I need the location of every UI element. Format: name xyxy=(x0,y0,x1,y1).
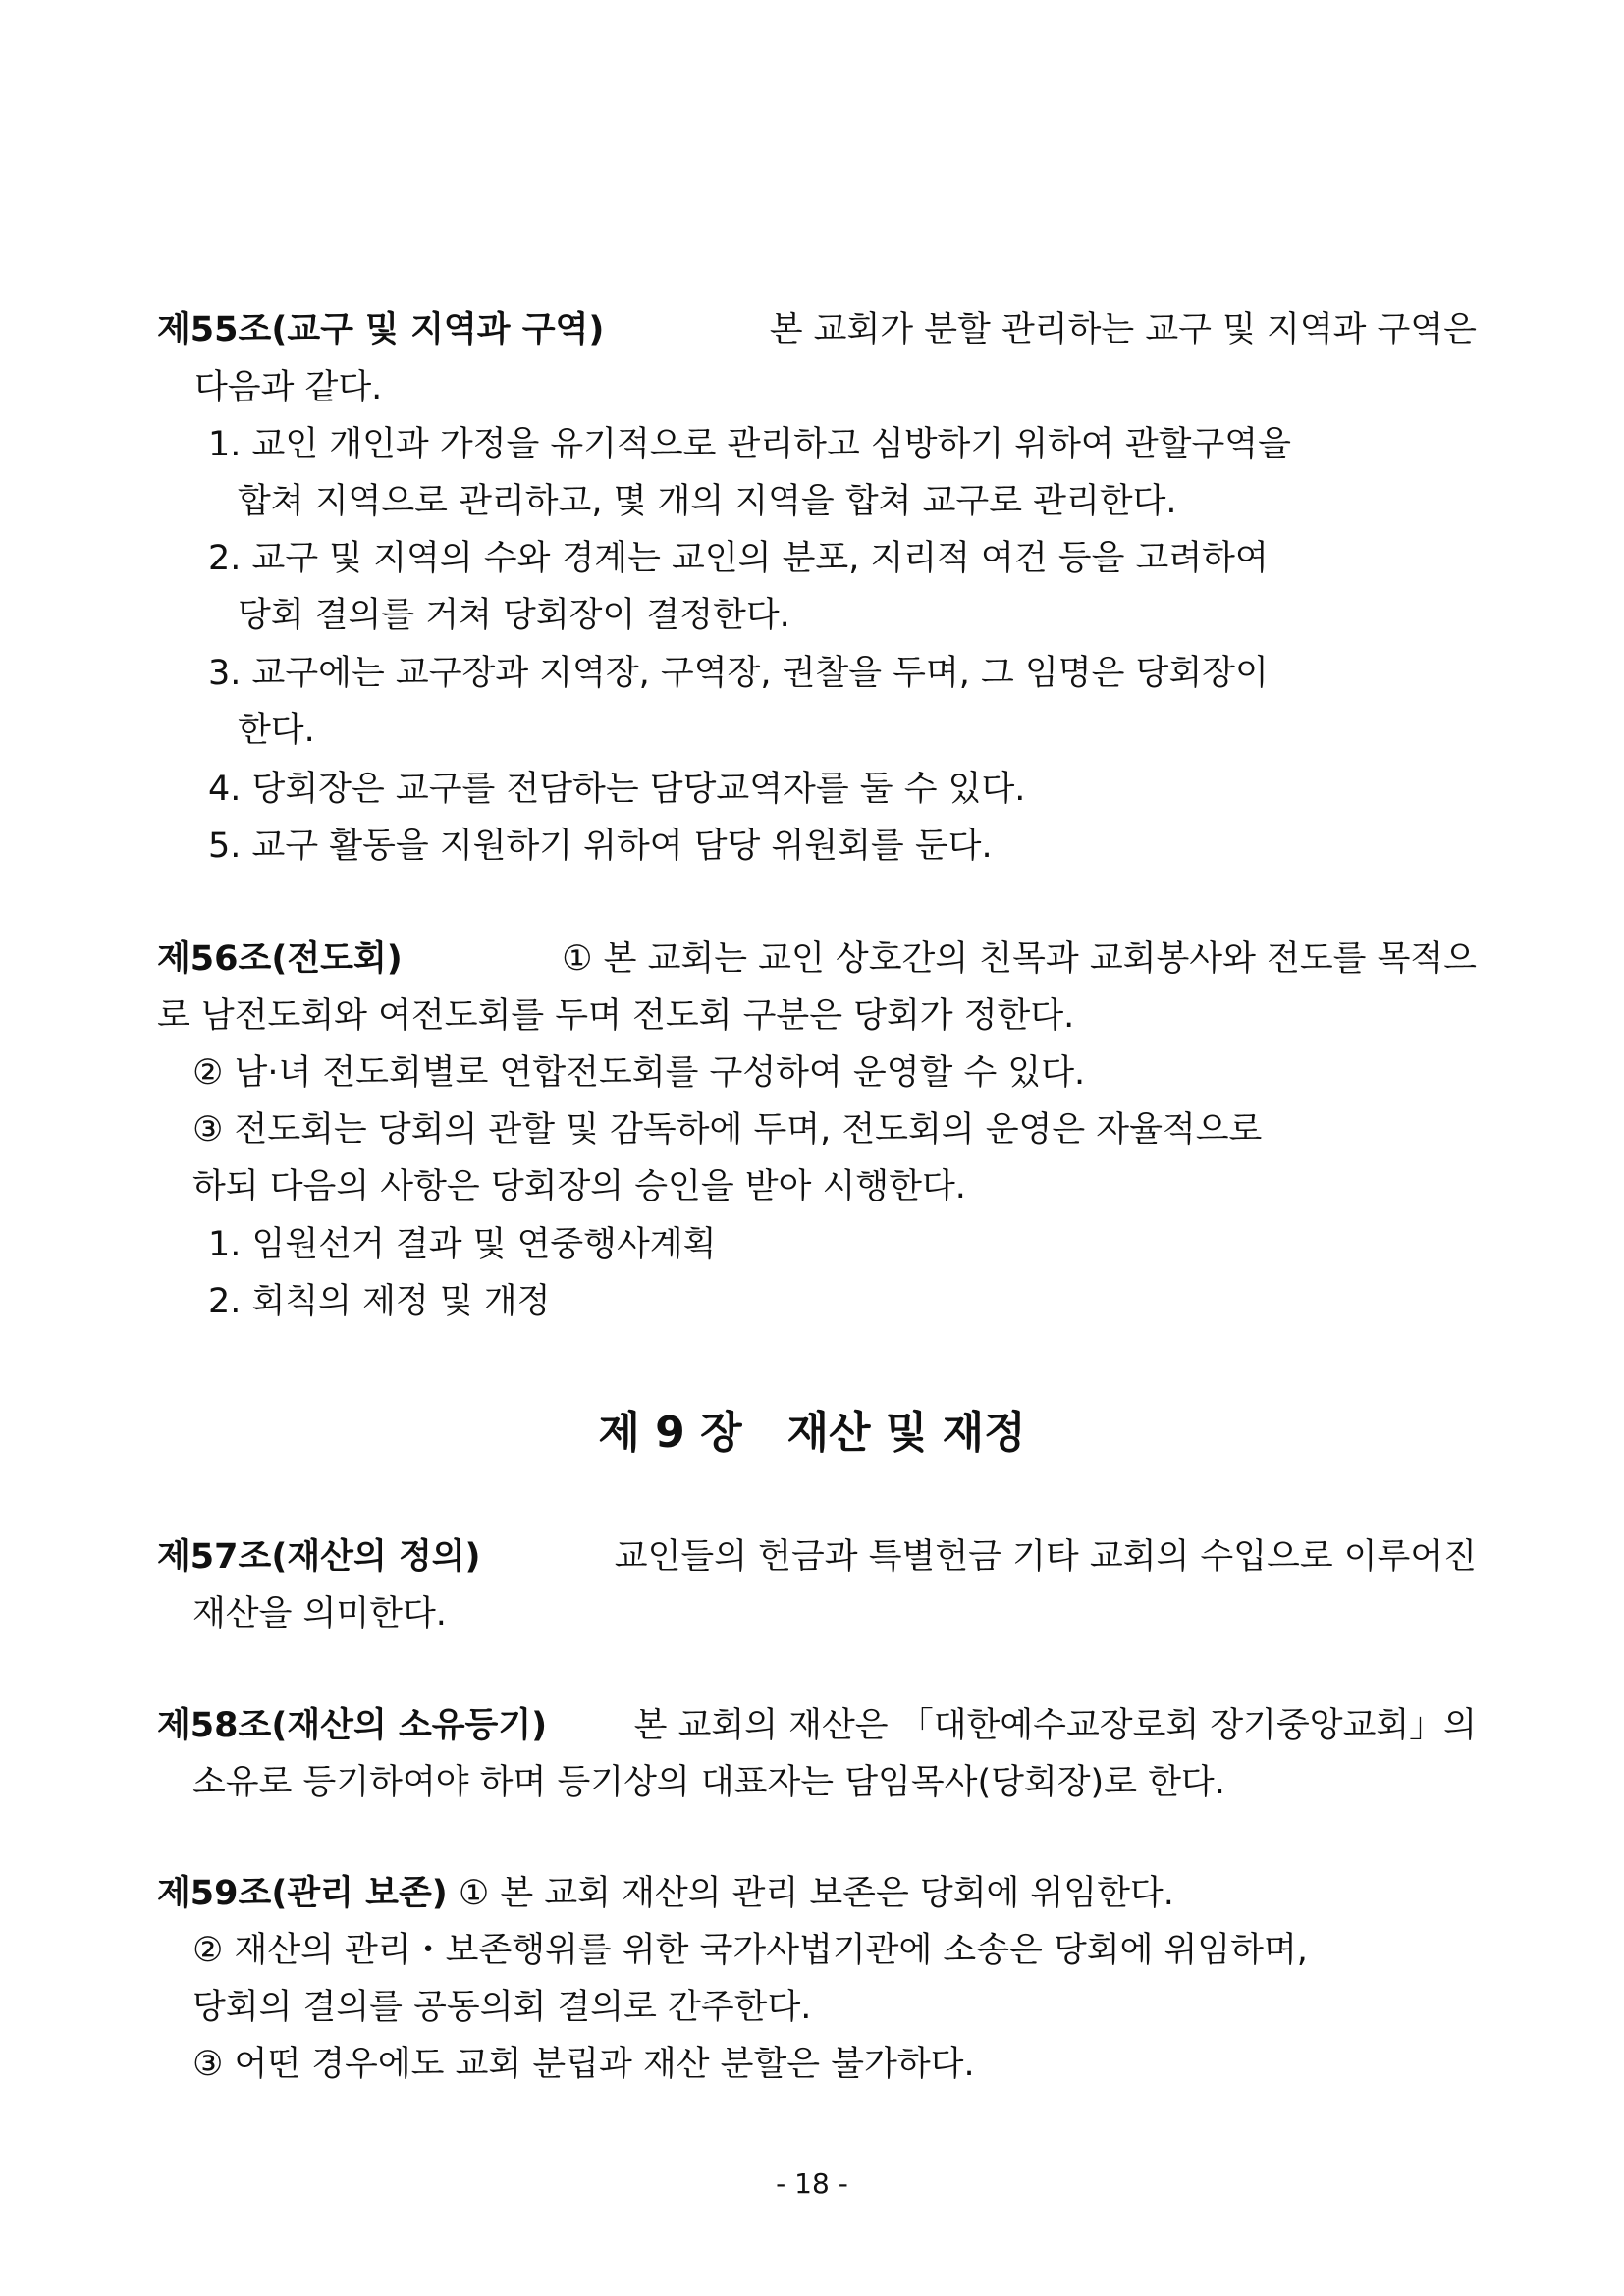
article-55-item-1: 1. 교인 개인과 가정을 유기적으로 관리하고 심방하기 위하여 관할구역을 xyxy=(208,425,1291,464)
article-55-item-5: 5. 교구 활동을 지원하기 위하여 담당 위원회를 둔다. xyxy=(208,827,993,866)
page-number: - 18 - xyxy=(776,2167,848,2200)
article-59-paragraph-2: ② 재산의 관리・보존행위를 위한 국가사법기관에 소송은 당회에 위임하며, xyxy=(192,1931,1308,1970)
article-56-heading xyxy=(157,938,1477,980)
article-55-item-1-cont: 합쳐 지역으로 관리하고, 몇 개의 지역을 합쳐 교구로 관리한다. xyxy=(238,482,1177,521)
article-56-paragraph-3: ③ 전도회는 당회의 관할 및 감독하에 두며, 전도회의 운영은 자율적으로 xyxy=(192,1110,1263,1149)
article-56-item-2: 2. 회칙의 제정 및 개정 xyxy=(208,1282,551,1321)
article-59-paragraph-3: ③ 어떤 경우에도 교회 분립과 재산 분할은 불가하다. xyxy=(192,2045,975,2084)
article-56-line-2: 로 남전도회와 여전도회를 두며 전도회 구분은 당회가 정한다. xyxy=(157,996,1075,1036)
article-55-item-3: 3. 교구에는 교구장과 지역장, 구역장, 권찰을 두며, 그 임명은 당회장이 xyxy=(208,654,1269,693)
chapter-heading: 제 9 장 재산 및 재정 xyxy=(598,1408,1026,1458)
article-58-heading xyxy=(157,1705,1477,1746)
article-58-text: 본 교회의 재산은 「대한예수교장로회 장기중앙교회」의 xyxy=(633,1706,1477,1745)
article-59-paragraph-2-cont: 당회의 결의를 공동의회 결의로 간주한다. xyxy=(192,1988,812,2027)
article-56-paragraph-2: ② 남·녀 전도회별로 연합전도회를 구성하여 운영할 수 있다. xyxy=(192,1053,1086,1093)
article-55-heading xyxy=(157,309,1477,350)
article-55-title: 제55조(교구 및 지역과 구역) xyxy=(157,310,605,349)
article-56-paragraph-3-cont: 하되 다음의 사항은 당회장의 승인을 받아 시행한다. xyxy=(192,1167,966,1206)
article-57-heading xyxy=(157,1536,1477,1577)
article-55-item-3-cont: 한다. xyxy=(238,711,315,750)
article-58-line-2: 소유로 등기하여야 하며 등기상의 대표자는 담임목사(당회장)로 한다. xyxy=(192,1763,1225,1802)
article-59-heading xyxy=(157,1873,1174,1914)
article-55-item-2: 2. 교구 및 지역의 수와 경계는 교인의 분포, 지리적 여건 등을 고려하여 xyxy=(208,539,1269,578)
article-55-item-2-cont: 당회 결의를 거쳐 당회장이 결정한다. xyxy=(238,596,790,635)
article-57-line-2: 재산을 의미한다. xyxy=(192,1594,447,1633)
article-56-title: 제56조(전도회) xyxy=(157,939,403,979)
article-55-text: 본 교회가 분할 관리하는 교구 및 지역과 구역은 xyxy=(769,310,1477,349)
article-58-title: 제58조(재산의 소유등기) xyxy=(157,1706,548,1745)
article-56-text: ① 본 교회는 교인 상호간의 친목과 교회봉사와 전도를 목적으 xyxy=(562,939,1477,979)
article-59-text: ① 본 교회 재산의 관리 보존은 당회에 위임한다. xyxy=(458,1874,1174,1913)
article-59-title: 제59조(관리 보존) xyxy=(157,1874,448,1913)
article-57-text: 교인들의 헌금과 특별헌금 기타 교회의 수입으로 이루어진 xyxy=(614,1537,1477,1576)
article-55-item-4: 4. 당회장은 교구를 전담하는 담당교역자를 둘 수 있다. xyxy=(208,770,1026,809)
article-55-line-2: 다음과 같다. xyxy=(194,368,383,407)
article-56-item-1: 1. 임원선거 결과 및 연중행사계획 xyxy=(208,1225,717,1264)
article-57-title: 제57조(재산의 정의) xyxy=(157,1537,481,1576)
